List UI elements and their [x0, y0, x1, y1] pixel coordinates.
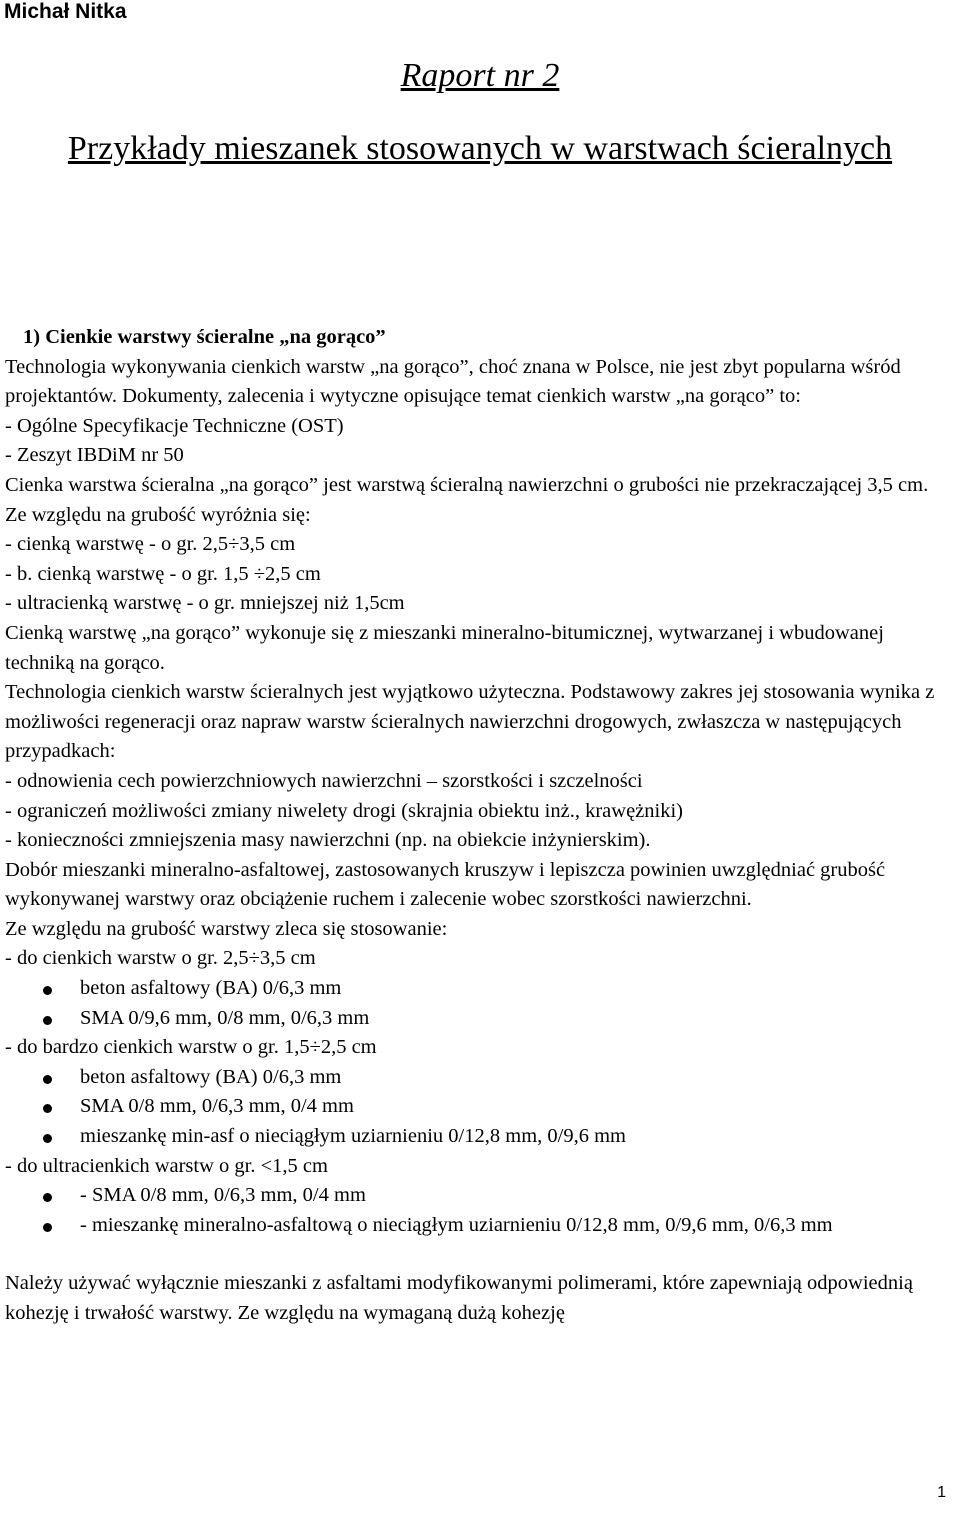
- group-label: - do bardzo cienkich warstw o gr. 1,5÷2,5 cm: [5, 1036, 377, 1059]
- bullet-icon: [43, 1134, 52, 1143]
- closing-paragraph: Należy używać wyłącznie mieszanki z asfaltami modyfikowanymi polimerami, które zapewniają odpowiednią kohezję i trwałość warstwy. Ze względu na wymaganą dużą kohezję: [5, 1272, 913, 1324]
- selection-paragraph: Dobór mieszanki mineralno-asfaltowej, zastosowanych kruszyw i lepiszcza powinien uwzględniać grubość wykonywanej warstwy oraz obciążenie ruchem i zalecenie wobec szorstkości nawierzchni.: [5, 858, 886, 911]
- thickness-item: - b. cienką warstwę - o gr. 1,5 ÷2,5 cm: [5, 562, 321, 585]
- recommend-intro: Ze względu na grubość warstwy zleca się stosowanie:: [5, 917, 448, 940]
- document-title: Przykłady mieszanek stosowanych w warstwach ścieralnych: [67, 130, 893, 167]
- author-name: Michał Nitka: [4, 0, 127, 23]
- bullet-item: beton asfaltowy (BA) 0/6,3 mm: [5, 974, 955, 1004]
- bullet-item: mieszankę min-asf o nieciągłym uziarnieniu 0/12,8 mm, 0/9,6 mm: [5, 1122, 955, 1152]
- group-label: - do ultracienkich warstw o gr. <1,5 cm: [5, 1154, 328, 1177]
- bullet-icon: [43, 1223, 52, 1232]
- document-body: [5, 323, 955, 1329]
- doc-item: - Zeszyt IBDiM nr 50: [5, 444, 184, 467]
- made-of-paragraph: Cienką warstwę „na gorąco” wykonuje się z mieszanki mineralno-bitumicznej, wytwarzanej i wbudowanej techniką na gorąco.: [5, 621, 884, 674]
- group-label: - do cienkich warstw o gr. 2,5÷3,5 cm: [5, 947, 316, 970]
- intro-paragraph: Technologia wykonywania cienkich warstw „na gorąco”, choć znana w Polsce, nie jest zbyt popularna wśród projektantów. Dokumenty, zalecenia i wytyczne opisujące temat cienkich warstw „na gorąco” to:: [5, 355, 901, 408]
- bullet-icon: [43, 986, 52, 995]
- thickness-intro: Ze względu na grubość wyróżnia się:: [5, 503, 311, 526]
- bullet-icon: [43, 1075, 52, 1084]
- bullet-item: SMA 0/9,6 mm, 0/8 mm, 0/6,3 mm: [5, 1004, 955, 1034]
- blank-line: [5, 1240, 955, 1269]
- thickness-item: - cienką warstwę - o gr. 2,5÷3,5 cm: [5, 533, 296, 556]
- bullet-item: SMA 0/8 mm, 0/6,3 mm, 0/4 mm: [5, 1092, 955, 1122]
- bullet-icon: [43, 1104, 52, 1113]
- thickness-item: - ultracienką warstwę - o gr. mniejszej niż 1,5cm: [5, 592, 405, 615]
- case-item: - odnowienia cech powierzchniowych nawierzchni – szorstkości i szczelności: [5, 769, 643, 792]
- bullet-icon: [43, 1016, 52, 1025]
- bullet-item: - SMA 0/8 mm, 0/6,3 mm, 0/4 mm: [5, 1181, 955, 1211]
- report-title: Raport nr 2: [400, 57, 560, 94]
- section-heading: 1) Cienkie warstwy ścieralne „na gorąco”: [23, 326, 386, 348]
- bullet-icon: [43, 1193, 52, 1202]
- case-item: - konieczności zmniejszenia masy nawierzchni (np. na obiekcie inżynierskim).: [5, 829, 651, 852]
- usefulness-paragraph: Technologia cienkich warstw ścieralnych jest wyjątkowo użyteczna. Podstawowy zakres jej stosowania wynika z możliwości regeneracji oraz napraw warstw ścieralnych nawierzchni drogowych, zwłaszcza w następujących przypadkach:: [5, 681, 935, 763]
- doc-item: - Ogólne Specyfikacje Techniczne (OST): [5, 414, 344, 437]
- bullet-item: beton asfaltowy (BA) 0/6,3 mm: [5, 1063, 955, 1093]
- bullet-item: - mieszankę mineralno-asfaltową o nieciągłym uziarnieniu 0/12,8 mm, 0/9,6 mm, 0/6,3 mm: [5, 1211, 955, 1241]
- page-number: 1: [937, 1484, 946, 1501]
- case-item: - ograniczeń możliwości zmiany niwelety drogi (skrajnia obiektu inż., krawężniki): [5, 799, 683, 822]
- definition-paragraph: Cienka warstwa ścieralna „na gorąco” jest warstwą ścieralną nawierzchni o grubości nie przekraczającej 3,5 cm.: [5, 473, 929, 496]
